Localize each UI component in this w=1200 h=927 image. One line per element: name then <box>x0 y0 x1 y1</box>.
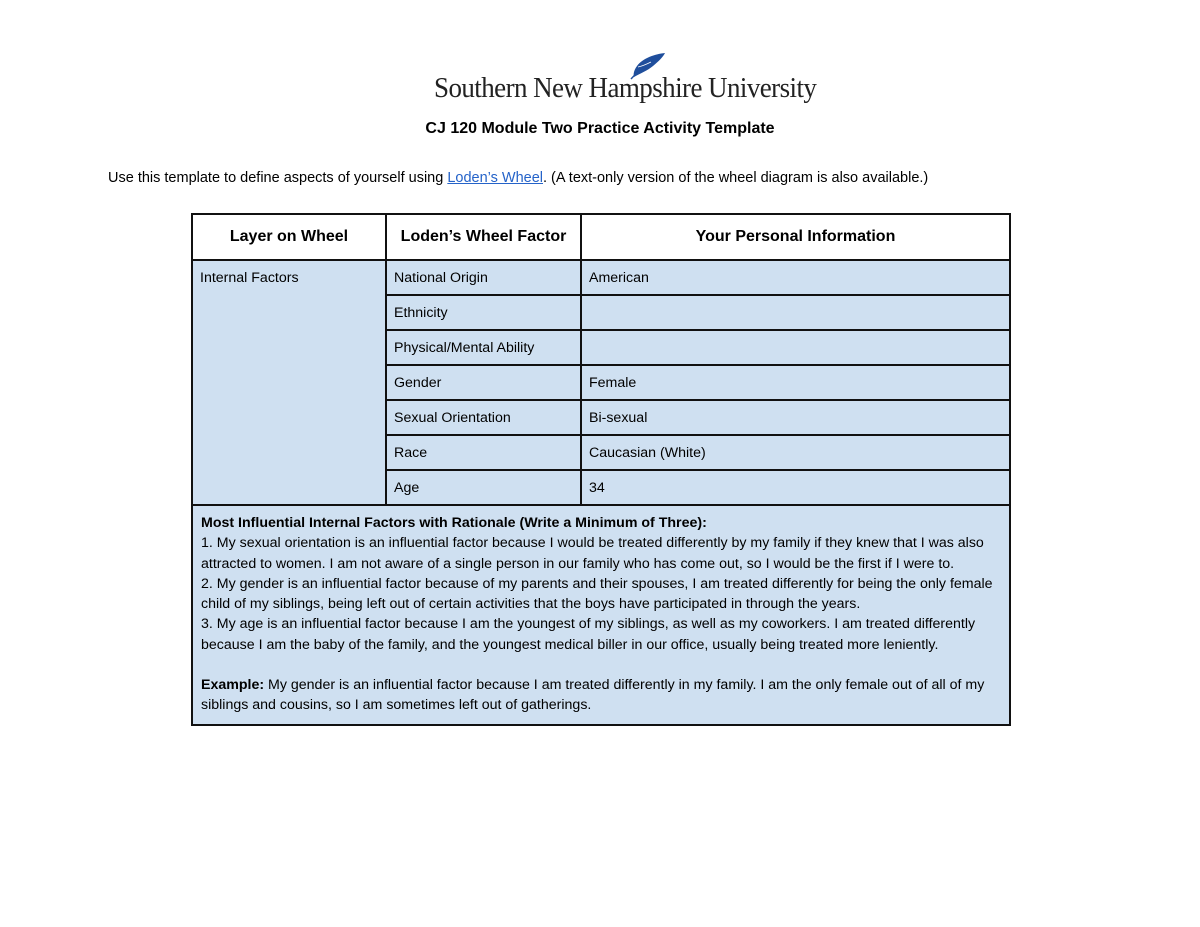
factor-cell: Race <box>386 435 581 470</box>
info-cell[interactable]: American <box>581 260 1010 295</box>
factor-cell: Ethnicity <box>386 295 581 330</box>
info-cell[interactable]: Caucasian (White) <box>581 435 1010 470</box>
intro-text: Use this template to define aspects of yourself using <box>108 170 448 186</box>
layer-cell: Internal Factors <box>192 260 386 505</box>
table-row <box>192 260 1010 295</box>
intro-paragraph <box>108 170 928 186</box>
rationale-item-3: 3. My age is an influential factor because I am the youngest of my siblings, as well as my coworkers. I am treated differently because I am the baby of the family, and the youngest medical biller in our office, usually being treated more leniently. <box>201 616 976 653</box>
rationale-cell[interactable] <box>192 505 1010 725</box>
example-label: Example: <box>201 677 265 694</box>
header-layer-on-wheel: Layer on Wheel <box>192 214 386 260</box>
factor-cell: Gender <box>386 365 581 400</box>
header-wheel-factor: Loden’s Wheel Factor <box>386 214 581 260</box>
info-cell[interactable]: Female <box>581 365 1010 400</box>
header-personal-information: Your Personal Information <box>581 214 1010 260</box>
spacer <box>201 655 1001 675</box>
university-name: Southern New Hampshire University <box>434 72 817 104</box>
factor-cell: Age <box>386 470 581 505</box>
document-title: CJ 120 Module Two Practice Activity Template <box>425 120 775 137</box>
example-paragraph <box>201 675 1001 716</box>
info-cell[interactable]: 34 <box>581 470 1010 505</box>
rationale-item-1: 1. My sexual orientation is an influential factor because I would be treated differently by my family if they knew that I was also attracted to women. I am not aware of a single person in our family who has come out, so I would be the first if I were to. <box>201 535 984 572</box>
lodens-wheel-table <box>191 213 1011 726</box>
lodens-wheel-link[interactable]: Loden’s Wheel <box>447 170 543 186</box>
info-cell[interactable] <box>581 295 1010 330</box>
info-cell[interactable]: Bi-sexual <box>581 400 1010 435</box>
info-cell[interactable] <box>581 330 1010 365</box>
factor-cell: Physical/Mental Ability <box>386 330 581 365</box>
university-logo <box>434 52 817 104</box>
factor-cell: Sexual Orientation <box>386 400 581 435</box>
intro-text-after: . (A text-only version of the wheel diagram is also available.) <box>543 170 929 186</box>
rationale-row <box>192 505 1010 725</box>
factor-cell: National Origin <box>386 260 581 295</box>
example-text: My gender is an influential factor because I am treated differently in my family. I am the only female out of all of my siblings and cousins, so I am sometimes left out of gatherings. <box>201 677 985 714</box>
rationale-heading: Most Influential Internal Factors with Rationale (Write a Minimum of Three): <box>201 515 707 531</box>
table-header-row <box>192 214 1010 260</box>
rationale-item-2: 2. My gender is an influential factor because of my parents and their spouses, I am treated differently for being the only female child of my siblings, being left out of certain activities that the boys have participated in through the years. <box>201 575 993 613</box>
